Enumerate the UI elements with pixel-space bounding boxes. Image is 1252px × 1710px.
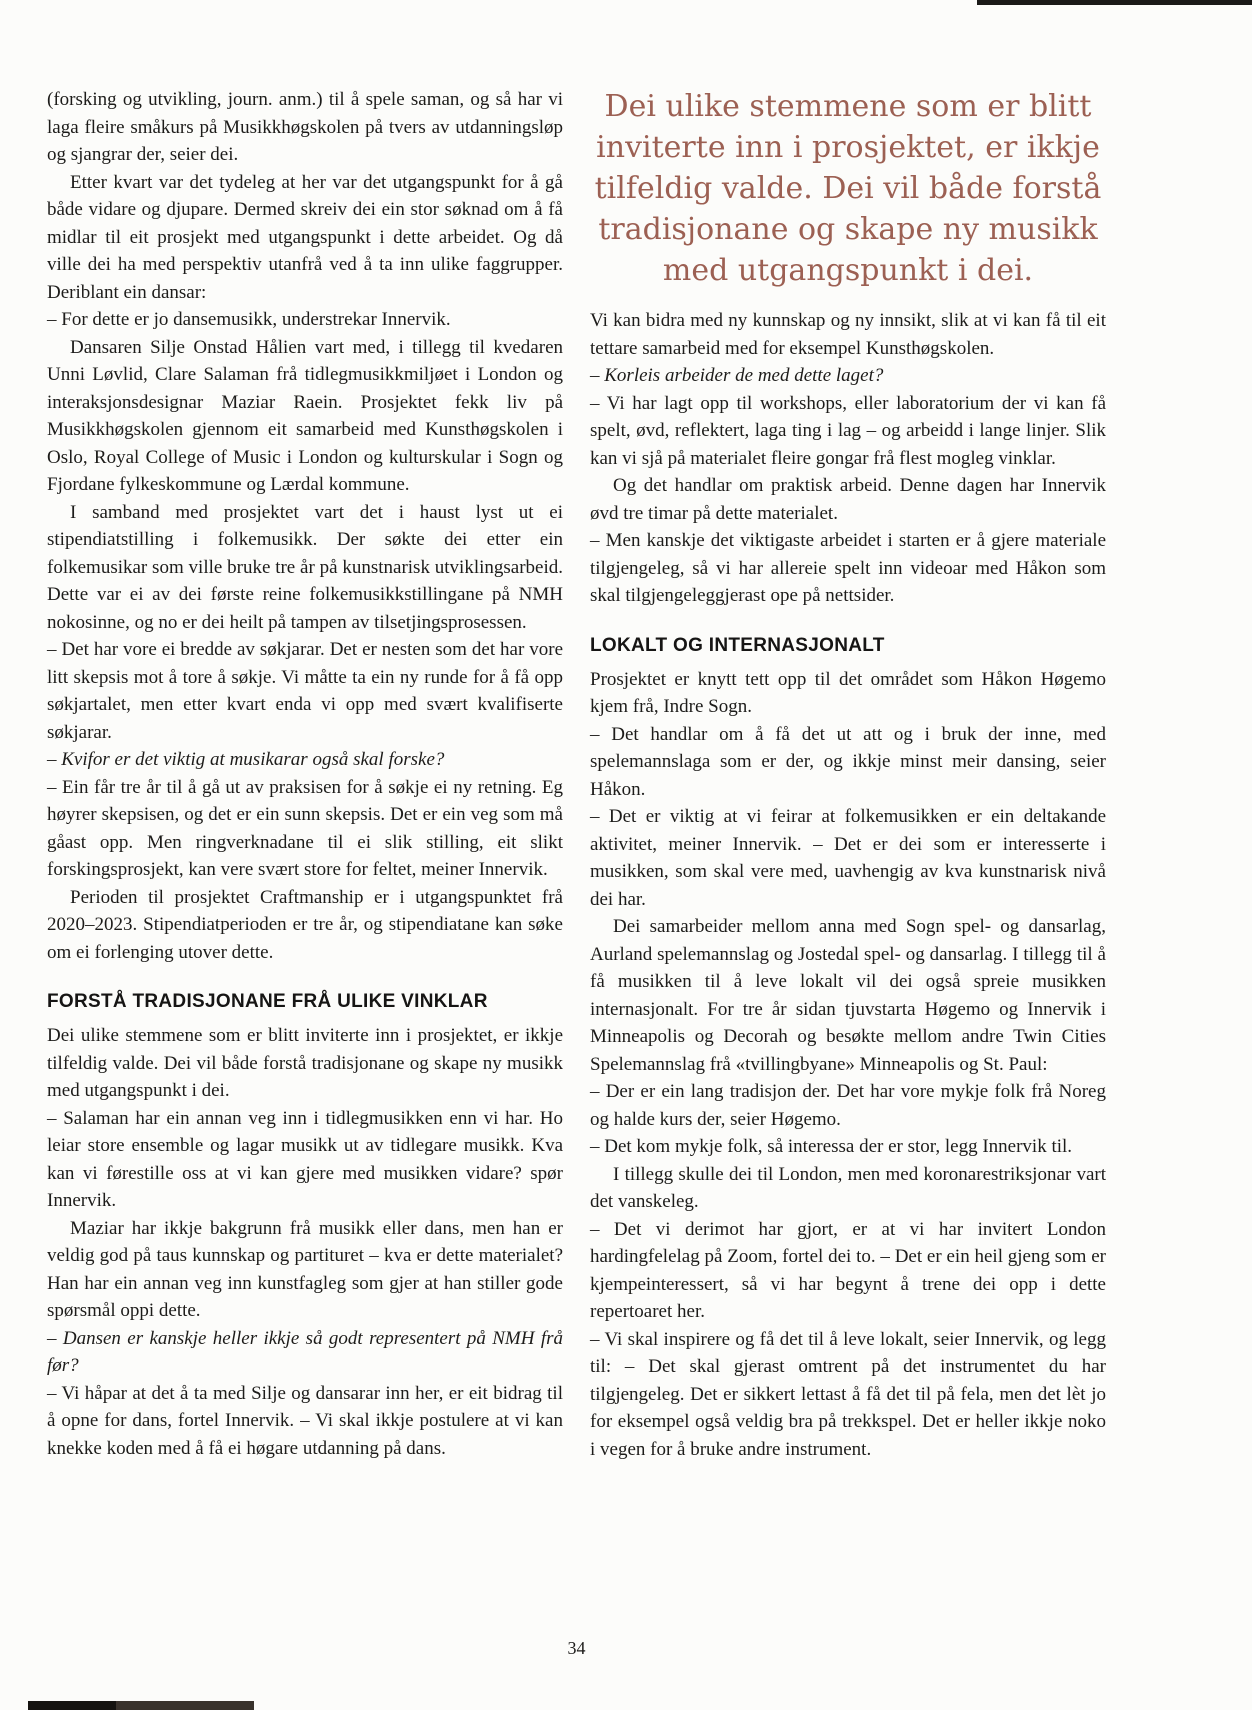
interview-question: – Korleis arbeider de med dette laget? <box>590 365 884 386</box>
right-column <box>590 86 1106 1463</box>
paragraph: – Vi håpar at det å ta med Silje og dansarar inn her, er eit bidrag til å opne for dans, fortel Innervik. – Vi skal ikkje postulere at vi kan knekke koden med å få ei høgare utdanning på dans. <box>47 1382 563 1459</box>
paragraph: – Ein får tre år til å gå ut av praksisen for å søkje ei ny retning. Eg høyrer skepsisen, og det er ein sunn skepsis. Det er ein veg som må gåast opp. Men ringverknadane til ei slik stilling, eit slikt forskingsprosjekt, kan vere svært store for feltet, meiner Innervik. <box>47 776 563 880</box>
page-edge-mark-top <box>977 0 1252 5</box>
paragraph: Dansaren Silje Onstad Hålien vart med, i tillegg til kvedaren Unni Løvlid, Clare Salaman frå tidlegmusikkmiljøet i London og interaksjonsdesignar Maziar Raein. Prosjektet fekk liv på Musikkhøgskolen gjennom eit samarbeid med Kunsthøgskolen i Oslo, Royal College of Music i London og kulturskular i Sogn og Fjordane fylkeskommune og Lærdal kommune. <box>47 336 563 495</box>
page-number: 34 <box>567 1638 586 1658</box>
paragraph: – Det er viktig at vi feirar at folkemusikken er ein deltakande aktivitet, meiner Innervik. – Det er dei som er interesserte i musikken, som skal vere med, uavhengig av kva kunstnarisk nivå dei har. <box>590 806 1106 910</box>
paragraph: Maziar har ikkje bakgrunn frå musikk eller dans, men han er veldig god på taus kunnskap og partituret – kva er dette materialet? Han har ein annan veg inn kunstfagleg som gjer at han stiller gode spørsmål oppi dette. <box>47 1217 563 1321</box>
paragraph: – Vi skal inspirere og få det til å leve lokalt, seier Innervik, og legg til: – Det skal gjerast omtrent på det instrumentet du har tilgjengeleg. Det er sikkert lettast å få det til på fela, men det lèt jo for eksempel også veldig bra på trekkspel. Det er heller ikkje noko i vegen for å bruke andre instrument. <box>590 1328 1106 1460</box>
section-heading: LOKALT OG INTERNASJONALT <box>590 634 885 656</box>
page-edge-mark-bottom-1 <box>28 1701 116 1710</box>
paragraph: – For dette er jo dansemusikk, understrekar Innervik. <box>47 309 451 330</box>
paragraph: Og det handlar om praktisk arbeid. Denne dagen har Innervik øvd tre timar på dette materialet. <box>590 475 1106 524</box>
paragraph: Dei samarbeider mellom anna med Sogn spel- og dansarlag, Aurland spelemannslag og Jostedal spel- og dansarlag. I tillegg til å få musikken til å leve lokalt vil dei også spreie musikken internasjonalt. For tre år sidan tjuvstarta Høgemo og Innervik i Minneapolis og Decorah og besøkte mellom andre Twin Cities Spelemannslag frå «tvillingbyane» Minneapolis og St. Paul: <box>590 916 1106 1075</box>
paragraph: – Salaman har ein annan veg inn i tidlegmusikken enn vi har. Ho leiar store ensemble og lagar musikk ut av tidlegare musikk. Kva kan vi førestille oss at vi kan gjere med musikken vidare? spør Innervik. <box>47 1107 563 1211</box>
paragraph: Perioden til prosjektet Craftmanship er i utgangspunktet frå 2020–2023. Stipendiatperioden er tre år, og stipendiatane kan søke om ei forlenging utover dette. <box>47 886 563 963</box>
section-heading: FORSTÅ TRADISJONANE FRÅ ULIKE VINKLAR <box>47 991 488 1012</box>
paragraph: – Det handlar om å få det ut att og i bruk der inne, med spelemannslaga som er der, og ikkje minst meir dansing, seier Håkon. <box>590 723 1106 800</box>
interview-question: – Dansen er kanskje heller ikkje så godt representert på NMH frå før? <box>47 1327 563 1376</box>
paragraph: – Der er ein lang tradisjon der. Det har vore mykje folk frå Noreg og halde kurs der, seier Høgemo. <box>590 1081 1106 1130</box>
paragraph: Etter kvart var det tydeleg at her var det utgangspunkt for å gå både vidare og djupare. Dermed skreiv dei ein stor søknad om å få midlar til eit prosjekt med utgangspunkt i dette arbeidet. Og då ville dei ha med perspektiv utanfrå ved å ta inn ulike faggrupper. Deriblant ein dansar: <box>47 171 563 303</box>
paragraph: – Vi har lagt opp til workshops, eller laboratorium der vi kan få spelt, øvd, reflektert, laga ting i lag – og arbeidd i lange linjer. Slik kan vi sjå på materialet fleire gongar frå flest mogleg vinklar. <box>590 392 1106 469</box>
pull-quote: Dei ulike stemmene som er blitt inviterte inn i prosjektet, er ikkje tilfeldig valde. Dei vil både forstå tradisjonane og skape ny musikk med utgangspunkt i dei. <box>594 89 1102 288</box>
paragraph: I tillegg skulle dei til London, men med koronarestriksjonar vart det vanskeleg. <box>590 1163 1106 1212</box>
paragraph: – Det vi derimot har gjort, er at vi har invitert London hardingfelelag på Zoom, fortel dei to. – Det er ein heil gjeng som er kjempeinteressert, så vi har begynt å trene dei opp i dette repertoaret her. <box>590 1218 1106 1322</box>
paragraph: (forsking og utvikling, journ. anm.) til å spele saman, og så har vi laga fleire småkurs på Musikkhøgskolen på tvers av utdanningsløp og sjangrar der, seier dei. <box>47 89 563 165</box>
right-column-text <box>590 307 1106 1463</box>
article-body <box>47 86 1106 1463</box>
left-column <box>47 86 563 1463</box>
paragraph: I samband med prosjektet vart det i haust lyst ut ei stipendiatstilling i folkemusikk. Der søkte dei etter ein folkemusikar som ville bruke tre år på kunstnarisk utviklingsarbeid. Dette var ei av dei første reine folkemusikkstillingane på NMH nokosinne, og no er dei heilt på tampen av tilsetjingsprosessen. <box>47 501 563 633</box>
paragraph: – Det kom mykje folk, så interessa der er stor, legg Innervik til. <box>590 1136 1073 1157</box>
paragraph: Vi kan bidra med ny kunnskap og ny innsikt, slik at vi kan få til eit tettare samarbeid med for eksempel Kunsthøgskolen. <box>590 310 1106 359</box>
paragraph: – Det har vore ei bredde av søkjarar. Det er nesten som det har vore litt skepsis mot å tore å søkje. Vi måtte ta ein ny runde for å få opp søkjartalet, men etter kvart enda vi opp med svært kvalifiserte søkjarar. <box>47 639 563 743</box>
paragraph: Dei ulike stemmene som er blitt inviterte inn i prosjektet, er ikkje tilfeldig valde. Dei vil både forstå tradisjonane og skape ny musikk med utgangspunkt i dei. <box>47 1025 563 1101</box>
page-edge-mark-bottom-2 <box>116 1701 254 1710</box>
interview-question: – Kvifor er det viktig at musikarar også skal forske? <box>47 749 445 770</box>
paragraph: Prosjektet er knytt tett opp til det området som Håkon Høgemo kjem frå, Indre Sogn. <box>590 668 1106 717</box>
paragraph: – Men kanskje det viktigaste arbeidet i starten er å gjere materiale tilgjengeleg, så vi har allereie spelt inn videoar med Håkon som skal tilgjengeleggjerast ope på nettsider. <box>590 530 1106 606</box>
